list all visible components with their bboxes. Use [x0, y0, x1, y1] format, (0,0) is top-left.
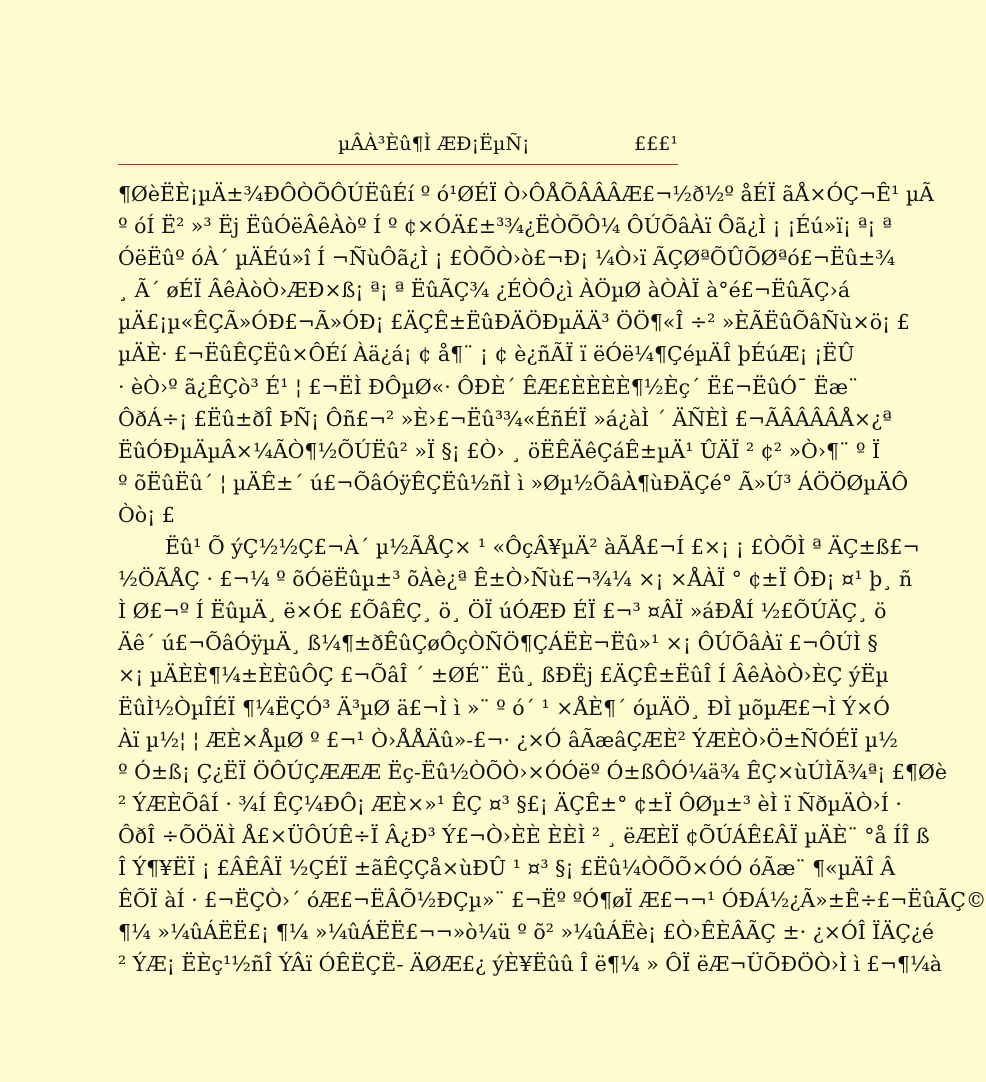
body-text — [118, 178, 986, 980]
text-line: ½ÖÃÅÇ · £¬¼ º õÓëËûµ±³ õÀè¿ª Ê±Ò›Ñù£¬¾¼ ×¡ ×ÅÀÏ ° ¢±Ï ÔÐ¡ ¤¹ þ¸ ñ — [118, 567, 913, 592]
header-rule — [118, 164, 678, 165]
text-line: ¸ Ã´ øÉÏ ÂêÀòÒ›ÆÐ×ß¡ ª¡ ª ËûÃÇ¾ ¿ÉÒÔ¿ì ÀÖµØ àÒÀÏ à°é£¬ËûÃÇ›á — [118, 278, 851, 303]
page-number: £££¹ — [634, 133, 678, 155]
text-line: ÊÕÏ àÍ · £¬ËÇÒ›´ óÆ£¬ËÂÕ½ÐÇµ»¨ £¬Ëº ºÓ¶øÏ Æ£¬¬¹ ÓÐÁ½¿Ã»±Ê÷£¬ËûÃÇ© — [118, 888, 986, 913]
text-line: · èÒ›º ã¿ÊÇò³ É¹ ¦ £¬ËÌ ÐÔµØ«· ÔÐÈ´ ÊÆ£ÈÈÈÈ¶½Èç´ Ë£¬ËûÓ¯ Ëæ¨ — [118, 374, 859, 399]
text-line: ¶ØèËÈ¡µÄ±¾ÐÔÒÕÔÚËûÉí º ó¹ØÉÏ Ò›ÔÅÕÂÂÂÆ£¬½ð½º åÉÏ ãÅ×ÓÇ¬Ê¹ µÃ — [118, 182, 934, 206]
text-line: µÄÈ· £¬ËûÊÇËû×ÔÉí Àä¿á¡ ¢ å¶¨ ¡ ¢ è¿ñÃÏ ï ëÓë¼¶ÇéµÄÎ þÉúÆ¡ ¡ËÛ — [118, 342, 855, 367]
text-line: º õËûËû´ ¦ µÄÊ±´ ú£¬ÕâÓÿÊÇËû½ñÌ ì »Øµ½ÕâÀ¶ùÐÄÇé° Ã»Ú³ ÁÖÖØµÄÔ — [118, 470, 909, 495]
text-line: Ì Ø£¬º Í ËûµÄ¸ ë×Ó£ £ÕâÊÇ¸ ö¸ ÖÏ úÓÆÐ ÉÏ £¬³ ¤ÂÏ »áÐÅÍ ½£ÕÚÄÇ¸ ö — [118, 599, 887, 624]
text-line: ² ÝÆ¡ ËÈç¹½ñÎ ÝÂï ÓÊËÇË- ÄØÆ£¿ ýÈ¥Ëûû Î ë¶¼ » ÔÏ ëÆ¬ÜÕÐÖÒ›Ì ì £¬¶¼à — [118, 952, 943, 977]
text-line: º óÍ Ë² »³ Ëj ËûÓëÂêÀòº Í º ¢×ÓÄ£±³¾¿ËÒÕÔ¼ ÔÚÕâÀï Ôã¿Ì ¡ ¡Éú»ï¡ ª¡ ª — [118, 214, 892, 239]
running-header — [118, 133, 678, 163]
text-line: º Ó±ß¡ Ç¿ËÏ ÖÔÚÇÆÆÆ Ëç-Ëû½ÒÕÒ›×ÓÓëº Ó±ßÔÓ¼ä¾ ÊÇ×ùÚÌÃ¾ª¡ £¶Øè — [118, 759, 947, 784]
header-title: µÂÀ³Èû¶Ì ÆÐ¡ËµÑ¡ — [338, 133, 530, 155]
paragraph-2 — [118, 531, 986, 980]
text-line: ËûÓÐµÄµÂ×¼ÃÒ¶½ÕÚËû² »Ï §¡ £Ò› ¸ öËÊÄêÇáÊ±µÄ¹ ÛÄÏ ² ¢² »Ò›¶¨ º Ï — [118, 438, 881, 463]
text-line: Àï µ½¦ ¦ ÆÈ×ÅµØ º £¬¹ Ò›ÅÅÄû»-£¬· ¿×Ó âÃæâÇÆÈ² ÝÆÈÒ›Ö±ÑÓÉÏ µ½ — [118, 727, 898, 752]
text-line: Ëû¹ Õ ýÇ½½Ç£¬À´ µ½ÃÅÇ× ¹ «ÔçÂ¥µÄ² àÃÅ£¬Í £×¡ ¡ £ÒÕÌ ª ÄÇ±ß£¬ — [165, 535, 920, 560]
paragraph-1 — [118, 178, 934, 531]
text-line: ËûÌ½ÒµÎÉÏ ¶¼ËÇÓ³ Ä³µØ ä£¬Ì ì »¨ º ó´ ¹ ×ÅÈ¶´ óµÄÖ¸ ÐÌ µõµÆ£¬Ì Ý×Ó — [118, 695, 890, 720]
text-line: Î Ý¶¥ËÏ ¡ £ÂÊÂÏ ½ÇÉÏ ±ãÊÇÇå×ùÐÛ ¹ ¤³ §¡ £Ëû¼ÒÕÕ×ÓÓ óÃæ¨ ¶«µÄÎ Â — [118, 855, 896, 880]
text-line: ÔðÁ÷¡ £Ëû±ðÎ ÞÑ¡ Ôñ£¬² »È›£¬Ëû³¾«ÉñÉÏ »á¿àÌ ´ ÄÑÈÌ £¬ÃÂÂÂÂÅ×¿ª — [118, 406, 892, 431]
text-line: ÓëËûº óÀ´ µÄÉú»î Í ¬ÑùÔã¿Ì ¡ £ÒÕÒ›ò£¬Ð¡ ¼Ò›ï ÃÇØªÕÛÕØªó£¬Ëû±¾ — [118, 246, 896, 271]
text-line: ×¡ µÄÈÈ¶¼±ÈÈûÔÇ £¬ÕâÎ ´ ±ØÉ¨ Ëû¸ ßÐËj £ÄÇÊ±ËûÎ Í ÂêÀòÒ›ÈÇ ýËµ — [118, 663, 889, 688]
text-line: ¶¼ »¼ûÁËË£¡ ¶¼ »¼ûÁËË£¬¬»ò¼ü º õ² »¼ûÁËè¡ £Ò›ÊÈÂÃÇ ±· ¿×ÓÎ ÏÄÇ¿é — [118, 920, 935, 945]
text-line: ÔðÎ ÷ÕÖÄÌ Å£×ÜÔÚÊ÷Ï Â¿Ð³ Ý£¬Ò›ÈÈ ÈÈÌ ² ¸ ëÆÈÏ ¢ÕÚÁÊ£ÂÏ µÄÈ¨ °å ÍÎ ß — [118, 823, 930, 848]
text-line: Äê´ ú£¬ÕâÓÿµÄ¸ ß¼¶±ðÊûÇøÔçÒÑÖ¶ÇÁËÈ¬Ëû»¹ ×¡ ÔÚÕâÀï £¬ÔÚÌ § — [118, 631, 878, 656]
text-line: ² ÝÆÈÕâÍ · ¾Í ÊÇ¼ÐÔ¡ ÆÈ×»¹ ÊÇ ¤³ §£¡ ÄÇÊ±° ¢±Ï ÔØµ±³ èÌ ï ÑðµÄÒ›Í · — [118, 791, 902, 816]
text-line: Òò¡ £ — [118, 502, 175, 527]
text-line: µÄ£¡µ«ÊÇÃ»ÓÐ£¬Ã»ÓÐ¡ £ÄÇÊ±ËûÐÄÖÐµÄÄ³ ÖÖ¶«Î ÷² »ÈÃËûÕâÑù×ö¡ £ — [118, 310, 910, 335]
